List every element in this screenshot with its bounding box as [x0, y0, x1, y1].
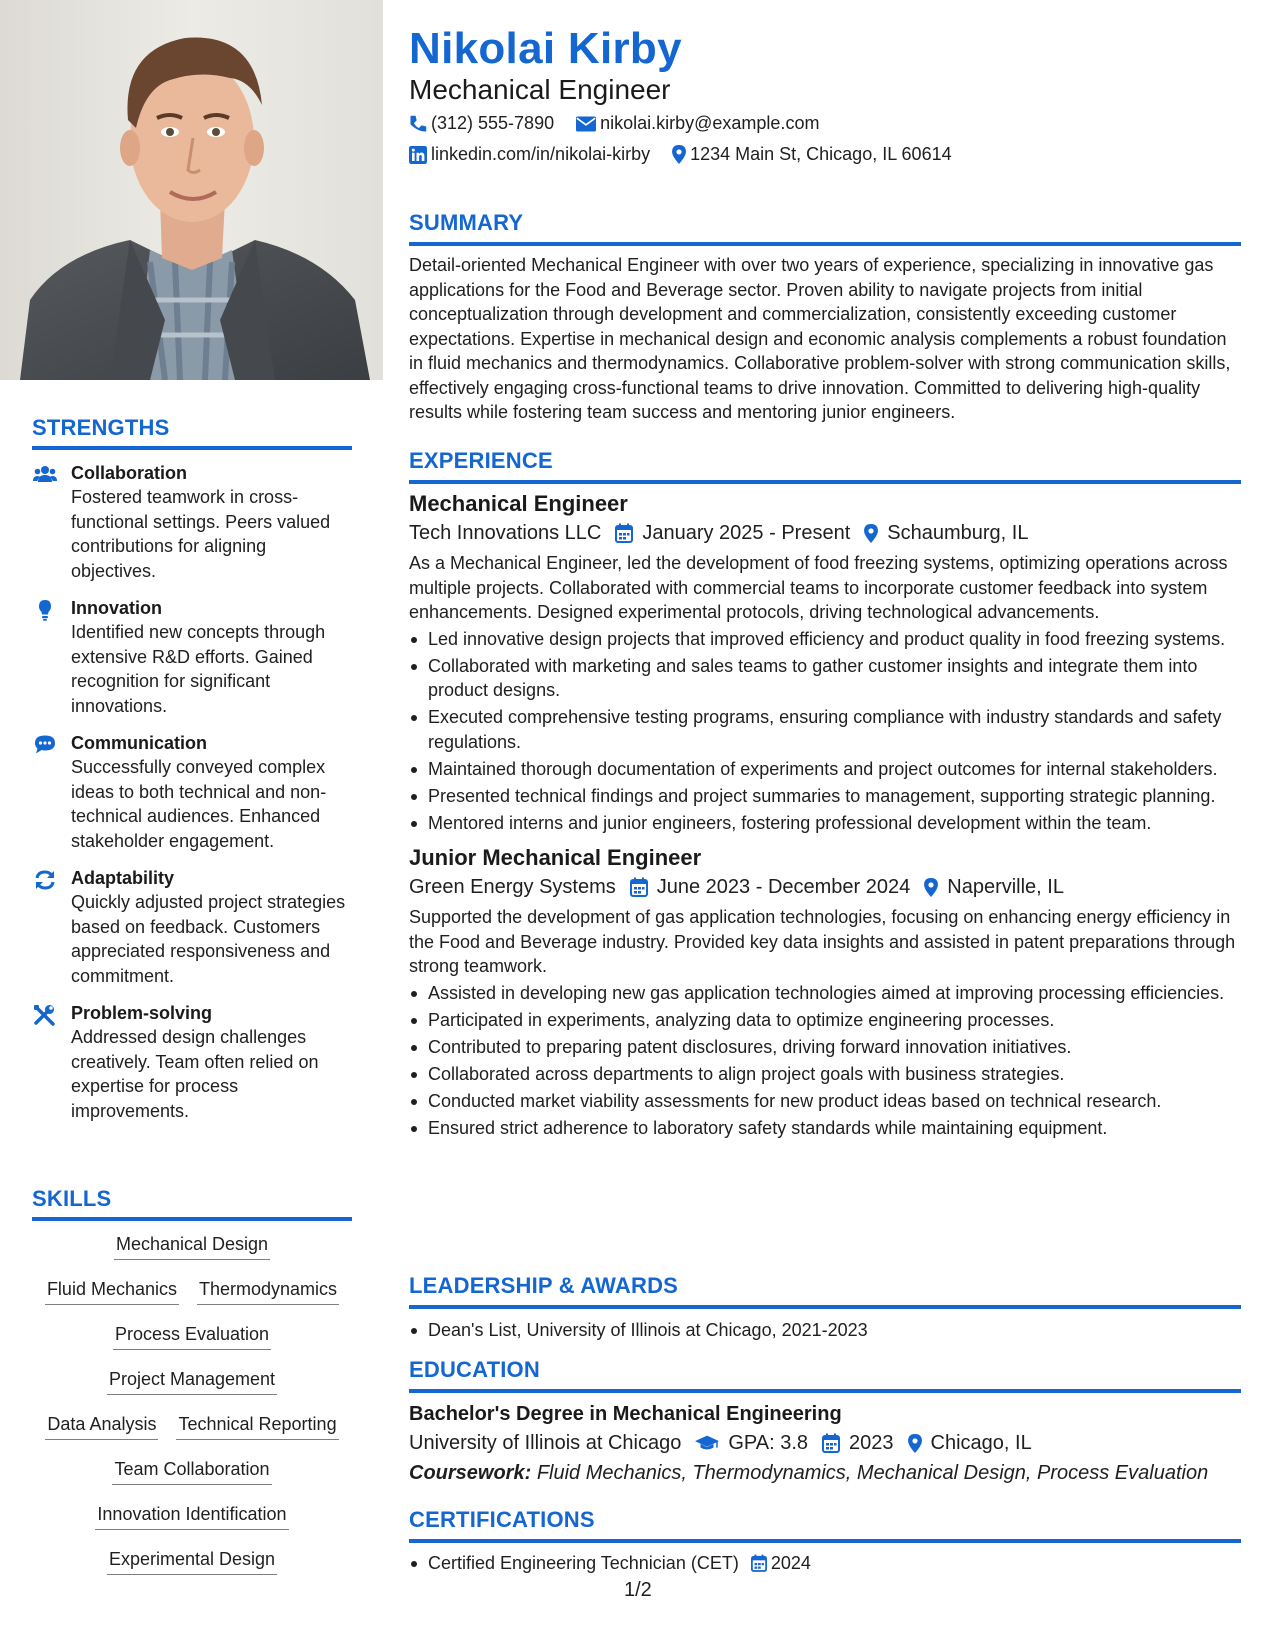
strength-title: Communication [71, 733, 208, 753]
list-item: Dean's List, University of Illinois at Chicago, 2021-2023 [409, 1318, 1241, 1343]
email-text: nikolai.kirby@example.com [600, 113, 820, 133]
skill-tag: Mechanical Design [114, 1232, 270, 1260]
skills-title: SKILLS [32, 1186, 112, 1211]
education-title: EDUCATION [409, 1357, 540, 1382]
section-divider [409, 1389, 1241, 1393]
section-divider [409, 1539, 1241, 1543]
strength-item [32, 867, 352, 988]
summary-section [409, 210, 1241, 425]
section-divider [409, 242, 1241, 246]
map-pin-icon [924, 878, 938, 897]
list-item: Collaborated across departments to align project goals with business strategies. [409, 1062, 1241, 1087]
strength-desc: Addressed design challenges creatively. Team often relied on expertise for process improvements. [71, 1027, 319, 1121]
education-location [908, 1428, 1032, 1458]
profile-photo [0, 0, 383, 380]
skill-row [32, 1229, 352, 1274]
list-item: Collaborated with marketing and sales teams to gather customer insights and integrate them into product designs. [409, 654, 1241, 703]
coursework [409, 1458, 1241, 1488]
skill-row [32, 1364, 352, 1409]
list-item: Executed comprehensive testing programs, ensuring compliance with industry standards and safety regulations. [409, 705, 1241, 754]
email-contact[interactable] [576, 113, 819, 134]
leadership-title: LEADERSHIP & AWARDS [409, 1273, 679, 1298]
job-entry [409, 844, 1241, 1140]
certifications-list [409, 1551, 1241, 1576]
summary-text: Detail-oriented Mechanical Engineer with over two years of experience, specializing in innovative gas applications for the Food and Beverage sector. Proven ability to navigate projects from initial conceptualization through development and commercialization, consistently exceeding customer expectations. Expertise in mechanical design and economic analysis complements a robust foundation in fluid mechanics and thermodynamics. Collaborative problem-solver with strong communication skills, effectively engaging cross-functional teams to drive innovation. Committed to delivering high-quality results while fostering team success and mentoring junior engineers. [409, 255, 1231, 422]
calendar-icon [751, 1554, 767, 1572]
contact-row [409, 144, 974, 165]
address-contact [672, 144, 952, 165]
section-divider [409, 1305, 1241, 1309]
coursework-label: Coursework: [409, 1462, 532, 1484]
section-divider [409, 480, 1241, 484]
education-meta [409, 1428, 1241, 1458]
portrait-illustration [0, 0, 383, 380]
strengths-title: STRENGTHS [32, 415, 170, 440]
list-item: Assisted in developing new gas application technologies aimed at improving processing efficiencies. [409, 981, 1241, 1006]
certifications-title: CERTIFICATIONS [409, 1507, 595, 1532]
calendar-icon [615, 523, 633, 543]
education-gpa [695, 1428, 808, 1458]
year-text: 2023 [849, 1432, 894, 1454]
users-icon [33, 464, 57, 486]
strength-item [32, 462, 352, 583]
address-text: 1234 Main St, Chicago, IL 60614 [690, 144, 952, 164]
page-number: 1/2 [624, 1579, 652, 1601]
sync-icon [33, 869, 57, 891]
graduation-cap-icon [695, 1434, 719, 1452]
job-location [864, 518, 1028, 548]
skill-tag: Team Collaboration [112, 1457, 271, 1485]
contact-row [409, 113, 841, 134]
strength-title: Adaptability [71, 868, 175, 888]
certifications-section [409, 1507, 1241, 1578]
education-section [409, 1357, 1241, 1488]
skill-tag: Thermodynamics [197, 1277, 339, 1305]
calendar-icon [822, 1433, 840, 1453]
calendar-icon [630, 877, 648, 897]
strength-title: Problem-solving [71, 1003, 213, 1023]
gpa-text: GPA: 3.8 [728, 1432, 809, 1454]
strength-title: Collaboration [71, 463, 187, 483]
section-divider [32, 1217, 352, 1221]
experience-section [409, 448, 1241, 1143]
strength-desc: Successfully conveyed complex ideas to both technical and non-technical audiences. Enhanced stakeholder engagement. [71, 757, 327, 851]
strength-desc: Quickly adjusted project strategies based on feedback. Customers appreciated responsiveness and commitment. [71, 892, 346, 986]
candidate-role: Mechanical Engineer [409, 74, 671, 105]
company-name: Tech Innovations LLC [409, 522, 602, 544]
list-item: Presented technical findings and project summaries to management, supporting strategic planning. [409, 784, 1241, 809]
list-item [409, 1551, 1241, 1576]
map-pin-icon [672, 145, 686, 164]
strength-item [32, 1002, 352, 1123]
strength-title: Innovation [71, 598, 162, 618]
job-meta [409, 518, 1241, 548]
envelope-icon [576, 116, 596, 132]
skill-tag: Fluid Mechanics [45, 1277, 179, 1305]
job-title: Mechanical Engineer [409, 491, 628, 516]
phone-contact[interactable] [409, 113, 554, 134]
job-entry [409, 490, 1241, 835]
certification-year: 2024 [770, 1553, 811, 1573]
company-name: Green Energy Systems [409, 876, 616, 898]
skill-tag: Process Evaluation [113, 1322, 271, 1350]
strength-desc: Fostered teamwork in cross-functional settings. Peers valued contributions for aligning objectives. [71, 487, 331, 581]
map-pin-icon [864, 524, 878, 543]
list-item: Led innovative design projects that improved efficiency and product quality in food freezing systems. [409, 627, 1241, 652]
education-year [822, 1428, 894, 1458]
job-location-text: Schaumburg, IL [887, 522, 1029, 544]
job-location-text: Naperville, IL [947, 876, 1064, 898]
strengths-section [32, 415, 352, 1123]
job-description: Supported the development of gas application technologies, focusing on enhancing energy efficiency in the Food and Beverage industry. Provided key data insights and assisted in patent preparations through strong teamwork. [409, 907, 1236, 976]
skills-section [32, 1186, 352, 1589]
job-dates-text: June 2023 - December 2024 [656, 876, 911, 898]
job-dates [630, 872, 911, 902]
coursework-list: Fluid Mechanics, Thermodynamics, Mechanical Design, Process Evaluation [536, 1462, 1209, 1484]
location-text: Chicago, IL [930, 1432, 1032, 1454]
skill-tag: Data Analysis [45, 1412, 158, 1440]
job-meta [409, 872, 1241, 902]
list-item: Ensured strict adherence to laboratory safety standards while maintaining equipment. [409, 1116, 1241, 1141]
leadership-section [409, 1273, 1241, 1345]
job-title: Junior Mechanical Engineer [409, 845, 702, 870]
phone-icon [409, 115, 427, 133]
skill-row [32, 1499, 352, 1544]
skills-list [32, 1229, 352, 1589]
linkedin-contact[interactable] [409, 144, 650, 165]
job-dates [615, 518, 850, 548]
list-item: Mentored interns and junior engineers, fostering professional development within the team. [409, 811, 1241, 836]
skill-row [32, 1454, 352, 1499]
school-name: University of Illinois at Chicago [409, 1432, 682, 1454]
section-divider [32, 446, 352, 450]
list-item: Participated in experiments, analyzing data to optimize engineering processes. [409, 1008, 1241, 1033]
summary-title: SUMMARY [409, 210, 524, 235]
certification-name: Certified Engineering Technician (CET) [428, 1553, 739, 1573]
chat-icon [33, 734, 57, 756]
job-bullets [409, 981, 1241, 1141]
skill-tag: Project Management [107, 1367, 277, 1395]
job-dates-text: January 2025 - Present [642, 522, 851, 544]
skill-row [32, 1544, 352, 1589]
list-item: Conducted market viability assessments for new product ideas based on technical research. [409, 1089, 1241, 1114]
job-description: As a Mechanical Engineer, led the development of food freezing systems, optimizing operations across multiple projects. Collaborated with commercial teams to incorporate customer feedback into system enhancements. Designed experimental protocols, driving technological advancements. [409, 553, 1228, 622]
skill-tag: Technical Reporting [176, 1412, 338, 1440]
tools-icon [33, 1004, 57, 1026]
skill-row [32, 1319, 352, 1364]
degree-title: Bachelor's Degree in Mechanical Engineering [409, 1403, 842, 1425]
skill-row [32, 1274, 352, 1319]
linkedin-icon [409, 146, 427, 164]
left-column [0, 0, 383, 1650]
experience-title: EXPERIENCE [409, 448, 553, 473]
strength-item [32, 597, 352, 718]
lightbulb-icon [33, 599, 57, 621]
awards-list [409, 1318, 1241, 1343]
strength-item [32, 732, 352, 853]
job-location [924, 872, 1064, 902]
phone-text: (312) 555-7890 [431, 113, 555, 133]
list-item: Maintained thorough documentation of experiments and project outcomes for internal stakeholders. [409, 757, 1241, 782]
skill-row [32, 1409, 352, 1454]
map-pin-icon [908, 1434, 922, 1453]
list-item: Contributed to preparing patent disclosures, driving forward innovation initiatives. [409, 1035, 1241, 1060]
strength-desc: Identified new concepts through extensive R&D efforts. Gained recognition for significant innovations. [71, 622, 326, 716]
job-bullets [409, 627, 1241, 836]
linkedin-text: linkedin.com/in/nikolai-kirby [431, 144, 651, 164]
candidate-name: Nikolai Kirby [409, 24, 682, 73]
skill-tag: Innovation Identification [95, 1502, 288, 1530]
skill-tag: Experimental Design [107, 1547, 277, 1575]
